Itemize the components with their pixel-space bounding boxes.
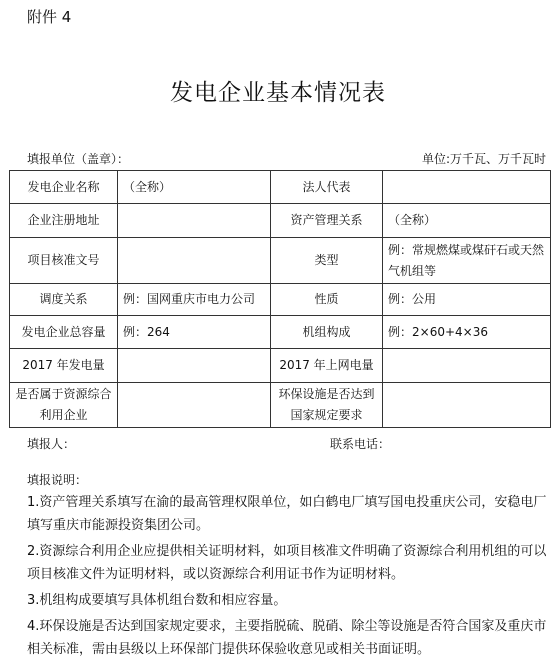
attachment-label: 附件 4 xyxy=(27,8,72,26)
enterprise-info-table xyxy=(9,170,551,428)
value-approval-number xyxy=(118,238,271,284)
label-dispatch-relation: 调度关系 xyxy=(10,284,118,316)
notes-list xyxy=(27,491,547,664)
value-total-capacity: 例：264 xyxy=(118,316,271,349)
table-row xyxy=(10,204,551,238)
table-row xyxy=(10,349,551,383)
label-type: 类型 xyxy=(271,238,383,284)
label-total-capacity: 发电企业总容量 xyxy=(10,316,118,349)
table-row xyxy=(10,284,551,316)
form-title: 发电企业基本情况表 xyxy=(170,80,386,106)
value-registered-address xyxy=(118,204,271,238)
note-item: 3.机组构成要填写具体机组台数和相应容量。 xyxy=(27,593,287,608)
note-item: 4.环保设施是否达到国家规定要求，主要指脱硫、脱硝、除尘等设施是否符合国家及重庆市相关标准，需由县级以上环保部门提供环保验收意见或相关书面证明。 xyxy=(27,619,547,657)
value-type: 例：常规燃煤或煤矸石或天然气机组等 xyxy=(383,238,551,284)
note-item: 1.资产管理关系填写在渝的最高管理权限单位，如白鹤电厂填写国电投重庆公司，安稳电厂填写重庆市能源投资集团公司。 xyxy=(27,495,547,533)
value-generation-2017 xyxy=(118,349,271,383)
value-resource-utilization xyxy=(118,383,271,428)
table-row xyxy=(10,316,551,349)
value-legal-representative xyxy=(383,171,551,204)
value-asset-management: （全称） xyxy=(383,204,551,238)
label-resource-utilization: 是否属于资源综合利用企业 xyxy=(10,383,118,428)
label-grid-supply-2017: 2017 年上网电量 xyxy=(271,349,383,383)
value-grid-supply-2017 xyxy=(383,349,551,383)
label-environmental-compliance: 环保设施是否达到国家规定要求 xyxy=(271,383,383,428)
label-generation-2017: 2017 年发电量 xyxy=(10,349,118,383)
table-row xyxy=(10,238,551,284)
value-environmental-compliance xyxy=(383,383,551,428)
label-enterprise-name: 发电企业名称 xyxy=(10,171,118,204)
value-unit-composition: 例：2×60+4×36 xyxy=(383,316,551,349)
label-approval-number: 项目核准文号 xyxy=(10,238,118,284)
unit-label: 单位:万千瓦、万千瓦时 xyxy=(421,152,546,166)
notes-title: 填报说明： xyxy=(27,473,88,487)
table-row xyxy=(10,383,551,428)
table-row xyxy=(10,171,551,204)
value-dispatch-relation: 例：国网重庆市电力公司 xyxy=(118,284,271,316)
value-enterprise-name: （全称） xyxy=(118,171,271,204)
filler-person-label: 填报人： xyxy=(27,437,76,451)
note-item: 2.资源综合利用企业应提供相关证明材料，如项目核准文件明确了资源综合利用机组的可以项目核准文件为证明材料，或以资源综合利用证书作为证明材料。 xyxy=(27,544,547,582)
contact-phone-label: 联系电话： xyxy=(330,437,391,451)
label-legal-representative: 法人代表 xyxy=(271,171,383,204)
label-nature: 性质 xyxy=(271,284,383,316)
label-asset-management: 资产管理关系 xyxy=(271,204,383,238)
label-unit-composition: 机组构成 xyxy=(271,316,383,349)
label-registered-address: 企业注册地址 xyxy=(10,204,118,238)
value-nature: 例：公用 xyxy=(383,284,551,316)
filler-unit-label: 填报单位（盖章）： xyxy=(27,152,130,166)
